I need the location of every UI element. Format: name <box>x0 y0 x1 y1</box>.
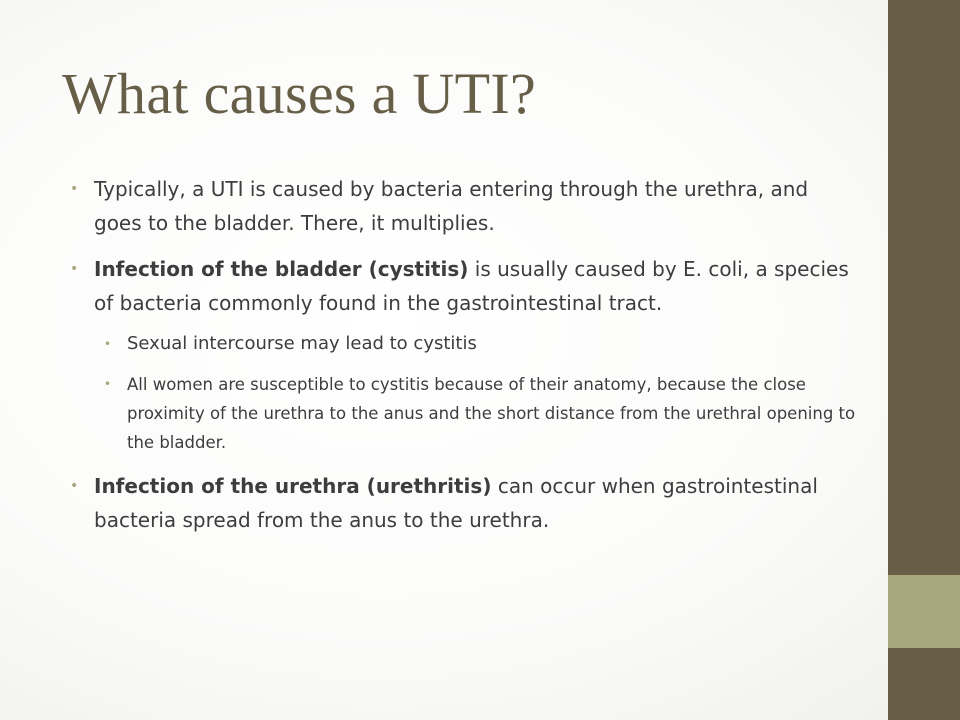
bullet-bold-text: Infection of the bladder (cystitis) <box>94 257 469 281</box>
sidebar-dark-top <box>888 0 960 575</box>
bullet-text: can occur when gastrointestinal bacteria spread from the anus to the urethra. <box>94 474 818 532</box>
sub-bullet-icon: • <box>104 337 112 351</box>
bullet-icon: • <box>70 261 79 277</box>
sub-bullet-item <box>94 370 860 457</box>
bullet-text: is usually caused by E. coli, a species of bacteria commonly found in the gastrointestinal tract. <box>94 257 849 315</box>
bullet-item <box>70 469 860 537</box>
sidebar-dark-bottom <box>888 648 960 720</box>
bullet-list <box>70 172 860 549</box>
bullet-icon: • <box>70 478 79 494</box>
bullet-item <box>70 172 860 240</box>
sub-bullet-item <box>94 328 860 360</box>
sidebar-accent-block <box>888 575 960 648</box>
sub-bullet-text: Sexual intercourse may lead to cystitis <box>127 333 477 354</box>
sub-bullet-list <box>94 328 860 457</box>
sub-bullet-text: All women are susceptible to cystitis because of their anatomy, because the close proximity of the urethra to the anus and the short distance from the urethral opening to the bladder. <box>127 375 856 452</box>
bullet-bold-text: Infection of the urethra (urethritis) <box>94 474 492 498</box>
bullet-icon: • <box>70 181 79 197</box>
sub-bullet-icon: • <box>104 377 112 391</box>
bullet-item <box>70 252 860 457</box>
bullet-text: Typically, a UTI is caused by bacteria entering through the urethra, and goes to the bladder. There, it multiplies. <box>94 177 809 235</box>
slide-title: What causes a UTI? <box>62 61 536 126</box>
